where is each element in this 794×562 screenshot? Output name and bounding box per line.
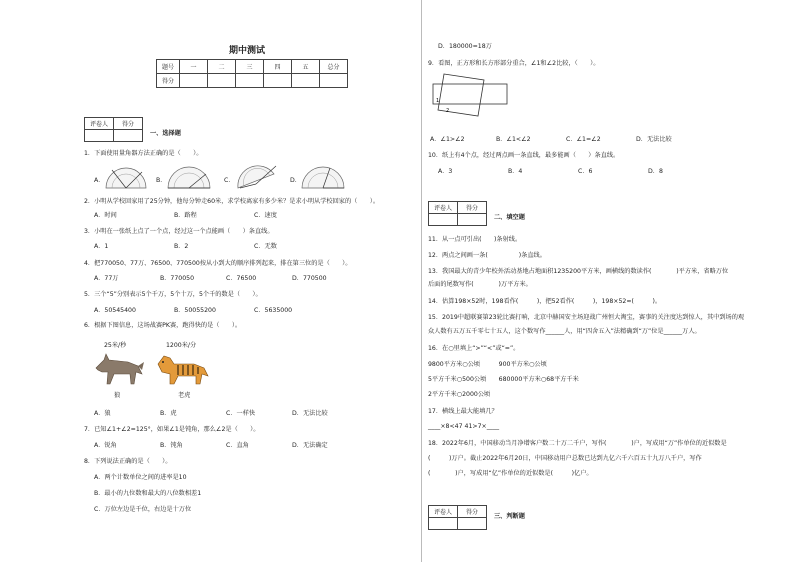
question-14: 14．估算198×52时，198看作( )，把52看作( )，198×52≈( )。	[428, 298, 662, 305]
q9-rectangle	[433, 84, 507, 104]
protractor-c-icon	[234, 162, 278, 190]
q17-blanks: ____×8<47 41>7×____	[428, 423, 500, 430]
question-18-line-3: ( )户，写成用“亿”作单位的近似数是( )亿户。	[428, 470, 593, 477]
question-16: 16．在○里填上“>”“<”或“=”。	[428, 345, 520, 352]
eval-label: 评卷人	[429, 506, 458, 518]
q4-option-a: A．77万	[94, 275, 119, 282]
q9-option-d: D．无法比较	[636, 136, 672, 143]
score-table	[156, 59, 348, 88]
q5-option-c: C．5635000	[254, 307, 293, 314]
question-13-line-2: 后面的尾数写作( )万平方米。	[428, 281, 532, 288]
score-cell[interactable]	[292, 74, 320, 88]
q7-option-a: A．锐角	[94, 442, 117, 449]
eval-box-2	[428, 201, 487, 226]
question-18-line-1: 18．2022年6月，中国移动当月净增客户数二十万二千户，写作( )户，写成用“万”作单位的近似数是	[428, 440, 727, 447]
q1-option-a: A．	[94, 177, 105, 184]
eval-label: 得分	[458, 506, 487, 518]
q7-option-c: C．直角	[226, 442, 249, 449]
q3-option-c: C．无数	[254, 243, 277, 250]
q10-option-d: D．8	[648, 168, 663, 175]
question-3: 3．小明在一张纸上点了一个点，经过这一个点能画（ ）条直线。	[84, 228, 274, 235]
eval-cell[interactable]	[429, 214, 458, 226]
q6-option-c: C．一样快	[226, 410, 256, 417]
q6-option-d: D．无法比较	[292, 410, 328, 417]
protractor-d-icon	[300, 164, 346, 190]
eval-cell[interactable]	[458, 214, 487, 226]
score-row-label: 得分	[157, 74, 180, 88]
q4-option-c: C．76500	[226, 275, 257, 282]
q1-option-d: D．	[290, 177, 301, 184]
score-cell[interactable]	[264, 74, 292, 88]
q2-option-c: C．速度	[254, 212, 277, 219]
q9-figure	[430, 70, 510, 120]
q10-option-b: B．4	[508, 168, 523, 175]
q8-option-a: A．两个计数单位之间的进率是10	[94, 474, 187, 481]
score-cell[interactable]	[180, 74, 208, 88]
protractor-a-icon	[104, 164, 148, 190]
eval-label: 得分	[458, 202, 487, 214]
tiger-icon	[154, 350, 212, 390]
section-heading-choice: 一、选择题	[150, 130, 181, 137]
q9-option-a: A．∠1>∠2	[430, 136, 465, 143]
q5-option-b: B．50055200	[174, 307, 216, 314]
eval-box-3	[428, 505, 487, 530]
eval-label: 评卷人	[429, 202, 458, 214]
eval-label: 评卷人	[85, 118, 114, 130]
q10-option-c: C．6	[578, 168, 593, 175]
q3-option-b: B．2	[174, 243, 189, 250]
q5-option-a: A．50545400	[94, 307, 136, 314]
question-12: 12．两点之间画一条( )条直线。	[428, 252, 546, 259]
q8-option-c: C．万位左边是千位，右边是十万位	[94, 506, 192, 513]
eval-cell[interactable]	[114, 130, 143, 142]
q4-option-d: D．770500	[292, 275, 327, 282]
q9-square	[438, 74, 484, 116]
q1-option-c: C．	[224, 177, 235, 184]
score-cell[interactable]	[208, 74, 236, 88]
question-7: 7．已知∠1+∠2=125°，如果∠1是钝角，那么∠2是（ ）。	[84, 426, 260, 433]
question-9: 9．看图，正方形和长方形部分重合，∠1和∠2比较，（ ）。	[428, 60, 600, 67]
q10-option-a: A．3	[438, 168, 453, 175]
q16-row-2: 5平方千米○500公顷 680000平方米○68平方千米	[428, 376, 579, 383]
page-divider	[421, 0, 422, 562]
score-header-cell: 五	[292, 60, 320, 74]
question-6: 6．根据下图信息，这场战赛PK赛，跑得快的是（ ）。	[84, 322, 242, 329]
question-4: 4．把770050、77万、76500、770500按从小到大的顺序排列起来，排在第三位的是（ ）。	[84, 260, 352, 267]
q3-option-a: A．1	[94, 243, 109, 250]
tiger-speed: 1200米/分	[166, 342, 197, 349]
score-cell[interactable]	[236, 74, 264, 88]
page-title: 期中测试	[229, 46, 266, 56]
protractor-b-icon	[166, 164, 212, 190]
question-13-line-1: 13．我国最大的青少年校外活动基地占地面积1235200平方米，画横线的数读作( )平方米，省略万位	[428, 268, 729, 275]
q9-angle-2: 2	[446, 108, 450, 114]
question-5: 5．三个“5”分别表示5个千万，5个十万，5个千的数是（ ）。	[84, 291, 262, 298]
q2-option-b: B．路程	[174, 212, 197, 219]
score-header-cell: 总分	[320, 60, 348, 74]
tiger-label: 老虎	[178, 392, 191, 399]
q2-option-a: A．时间	[94, 212, 117, 219]
q1-option-b: B．	[156, 177, 167, 184]
q9-option-c: C．∠1=∠2	[566, 136, 601, 143]
wolf-icon	[90, 350, 146, 390]
question-2: 2．小明从学校回家用了25分钟，他每分钟走60米，求学校离家有多少米？是求小明从学校回家的（ ）。	[84, 198, 380, 205]
q16-row-1: 9800平方米○公顷 900平方米○公顷	[428, 361, 547, 368]
wolf-speed: 25米/秒	[104, 342, 127, 349]
section-heading-fill: 二、填空题	[494, 214, 525, 221]
q9-option-b: B．∠1<∠2	[496, 136, 531, 143]
question-18-line-2: ( )万户。截止2022年6月20日，中国移动用户总数已达到九亿六千六百五十九万八千户，写作	[428, 455, 702, 462]
q16-row-3: 2平方千米○2000公顷	[428, 391, 491, 398]
eval-cell[interactable]	[458, 518, 487, 530]
score-header-cell: 题号	[157, 60, 180, 74]
q8-option-d: D．180000=18万	[438, 43, 492, 50]
q6-option-a: A．狼	[94, 410, 111, 417]
q7-option-b: B．钝角	[160, 442, 183, 449]
question-15-line-2: 众人数有五万五千零七十五人，这个数写作______人，用“四舍五入”法精确到“万”位是______万人。	[428, 328, 701, 335]
question-1: 1．下面使用量角器方法正确的是（ ）。	[84, 150, 203, 157]
question-10: 10．纸上有4个点，经过两点画一条直线，最多能画（ ）条直线。	[428, 152, 620, 159]
q6-option-b: B．虎	[160, 410, 177, 417]
eval-box-1	[84, 117, 143, 142]
q8-option-b: B．最小的九位数和最大的八位数相差1	[94, 490, 202, 497]
eval-cell[interactable]	[429, 518, 458, 530]
q7-option-d: D．无法确定	[292, 442, 328, 449]
q4-option-b: B．770050	[160, 275, 195, 282]
question-15-line-1: 15．2019中超联赛第23轮比赛打响，北京中赫国安主场迎战广州恒大淘宝，赛事的关注度达到惊人，其中到场的观	[428, 314, 745, 321]
question-17: 17．横线上最大能填几？	[428, 408, 498, 415]
wolf-label: 狼	[114, 392, 121, 399]
section-heading-judge: 三、判断题	[494, 513, 525, 520]
question-8: 8．下列说法正确的是（ ）。	[84, 458, 172, 465]
score-header-cell: 二	[208, 60, 236, 74]
score-header-cell: 一	[180, 60, 208, 74]
question-11: 11．从一点可引出( )条射线。	[428, 236, 522, 243]
eval-label: 得分	[114, 118, 143, 130]
score-header-cell: 三	[236, 60, 264, 74]
q9-angle-1: 1	[436, 98, 440, 104]
eval-cell[interactable]	[85, 130, 114, 142]
score-cell[interactable]	[320, 74, 348, 88]
score-header-cell: 四	[264, 60, 292, 74]
